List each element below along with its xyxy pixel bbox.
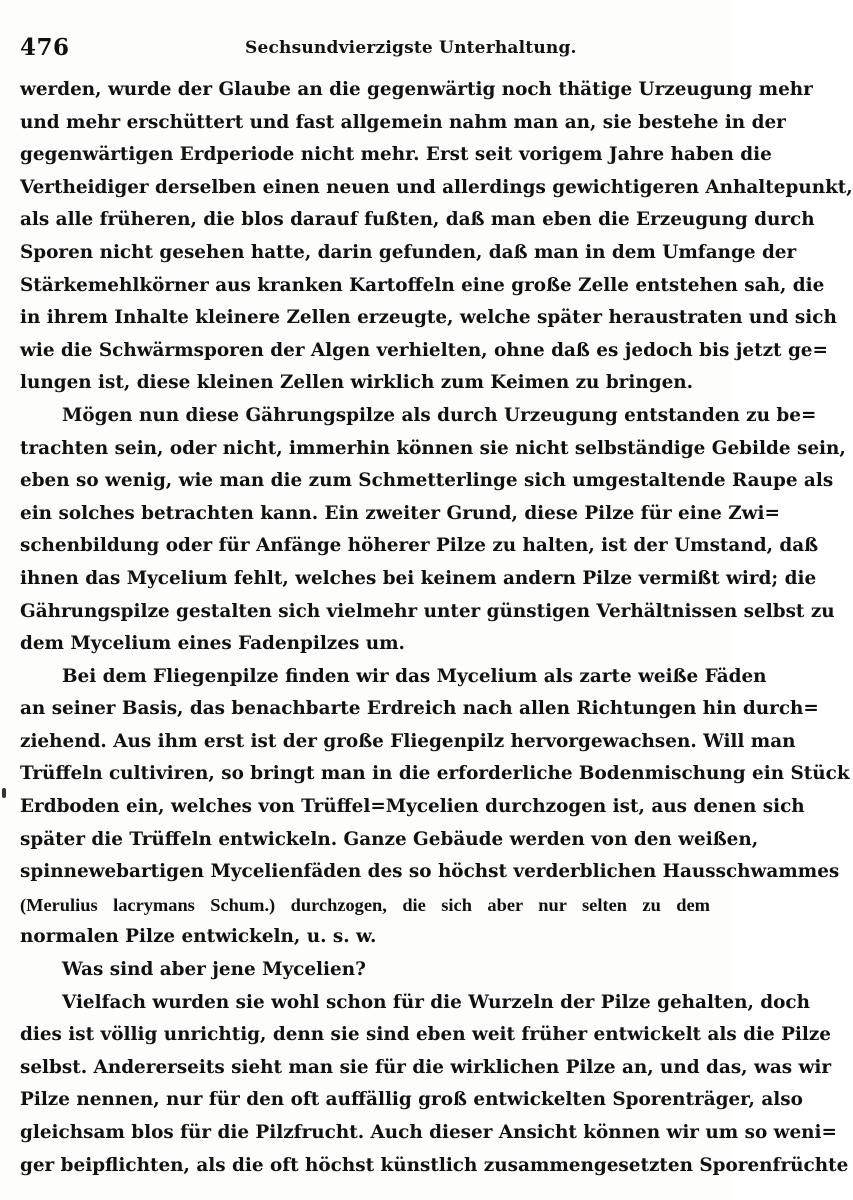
text-line: trachten sein, oder nicht, immerhin können sie nicht selbständige Gebilde sein, (20, 437, 846, 459)
paragraph-start-line: Was sind aber jene Mycelien? (62, 959, 366, 981)
text-line: Pilze nennen, nur für den oft auffällig groß entwickelten Sporenträger, also (20, 1089, 803, 1111)
text-line: wie die Schwärmsporen der Algen verhielten, ohne daß es jedoch bis jetzt ge= (20, 339, 828, 361)
page-number: 476 (20, 34, 70, 61)
text-line: als alle früheren, die blos darauf fußten, daß man eben die Erzeugung durch (20, 209, 815, 231)
text-line: ein solches betrachten kann. Ein zweiter Grund, diese Pilze für eine Zwi= (20, 502, 780, 524)
text-line: eben so wenig, wie man die zum Schmetterlinge sich umgestaltende Raupe als (20, 470, 834, 492)
text-line: an seiner Basis, das benachbarte Erdreich nach allen Richtungen hin durch= (20, 698, 819, 720)
text-line: und mehr erschüttert und fast allgemein nahm man an, sie bestehe in der (20, 111, 786, 133)
text-line: schenbildung oder für Anfänge höherer Pilze zu halten, ist der Umstand, daß (20, 535, 819, 557)
text-line: später die Trüffeln entwickeln. Ganze Gebäude werden von den weißen, (20, 828, 759, 850)
text-line: (Merulius lacrymans Schum.) durchzogen, die sich aber nur selten zu dem (20, 894, 710, 915)
text-line: gegenwärtigen Erdperiode nicht mehr. Erst seit vorigem Jahre haben die (20, 144, 772, 166)
text-line: werden, wurde der Glaube an die gegenwärtig noch thätige Urzeugung mehr (20, 79, 813, 100)
text-line: lungen ist, diese kleinen Zellen wirklich zum Keimen zu bringen. (20, 372, 694, 394)
text-line: gleichsam blos für die Pilzfrucht. Auch dieser Ansicht können wir um so weni= (20, 1122, 837, 1143)
text-line: Trüffeln cultiviren, so bringt man in die erforderliche Bodenmischung ein Stück (20, 763, 850, 785)
text-line: dies ist völlig unrichtig, denn sie sind eben weit früher entwickelt als die Pilze (20, 1024, 832, 1046)
text-line: Sporen nicht gesehen hatte, darin gefunden, daß man in dem Umfange der (20, 241, 797, 263)
text-line: ziehend. Aus ihm erst ist der große Fliegenpilz hervorgewachsen. Will man (20, 730, 796, 752)
text-line: selbst. Andererseits sieht man sie für die wirklichen Pilze an, und das, was wir (20, 1056, 832, 1078)
text-line: Vertheidiger derselben einen neuen und allerdings gewichtigeren Anhaltepunkt, (20, 176, 853, 198)
body-text (20, 74, 853, 1182)
running-head: Sechsundvierzigste Unterhaltung. (245, 38, 577, 58)
text-line: Erdboden ein, welches von Trüffel=Mycelien durchzogen ist, aus denen sich (20, 796, 805, 818)
text-line: Gährungspilze gestalten sich vielmehr unter günstigen Verhältnissen selbst zu (20, 600, 835, 622)
paragraph-start-line: Bei dem Fliegenpilze finden wir das Mycelium als zarte weiße Fäden (62, 665, 767, 687)
text-line: normalen Pilze entwickeln, u. s. w. (20, 926, 377, 948)
text-line: spinnewebartigen Mycelienfäden des so höchst verderblichen Hausschwammes (20, 861, 840, 883)
text-line: ger beipflichten, als die oft höchst künstlich zusammengesetzten Sporenfrüchte (20, 1154, 849, 1176)
text-line: Stärkemehlkörner aus kranken Kartoffeln eine große Zelle entstehen sah, die (20, 274, 825, 296)
text-line: ihnen das Mycelium fehlt, welches bei keinem andern Pilze vermißt wird; die (20, 567, 817, 589)
paragraph-start-line: Mögen nun diese Gährungspilze als durch Urzeugung entstanden zu be= (62, 404, 817, 426)
page-header (20, 34, 710, 62)
print-speck (2, 788, 6, 798)
text-line: dem Mycelium eines Fadenpilzes um. (20, 633, 405, 655)
text-line: in ihrem Inhalte kleinere Zellen erzeugte, welche später heraustraten und sich (20, 307, 837, 329)
paragraph-start-line: Vielfach wurden sie wohl schon für die Wurzeln der Pilze gehalten, doch (62, 991, 810, 1013)
